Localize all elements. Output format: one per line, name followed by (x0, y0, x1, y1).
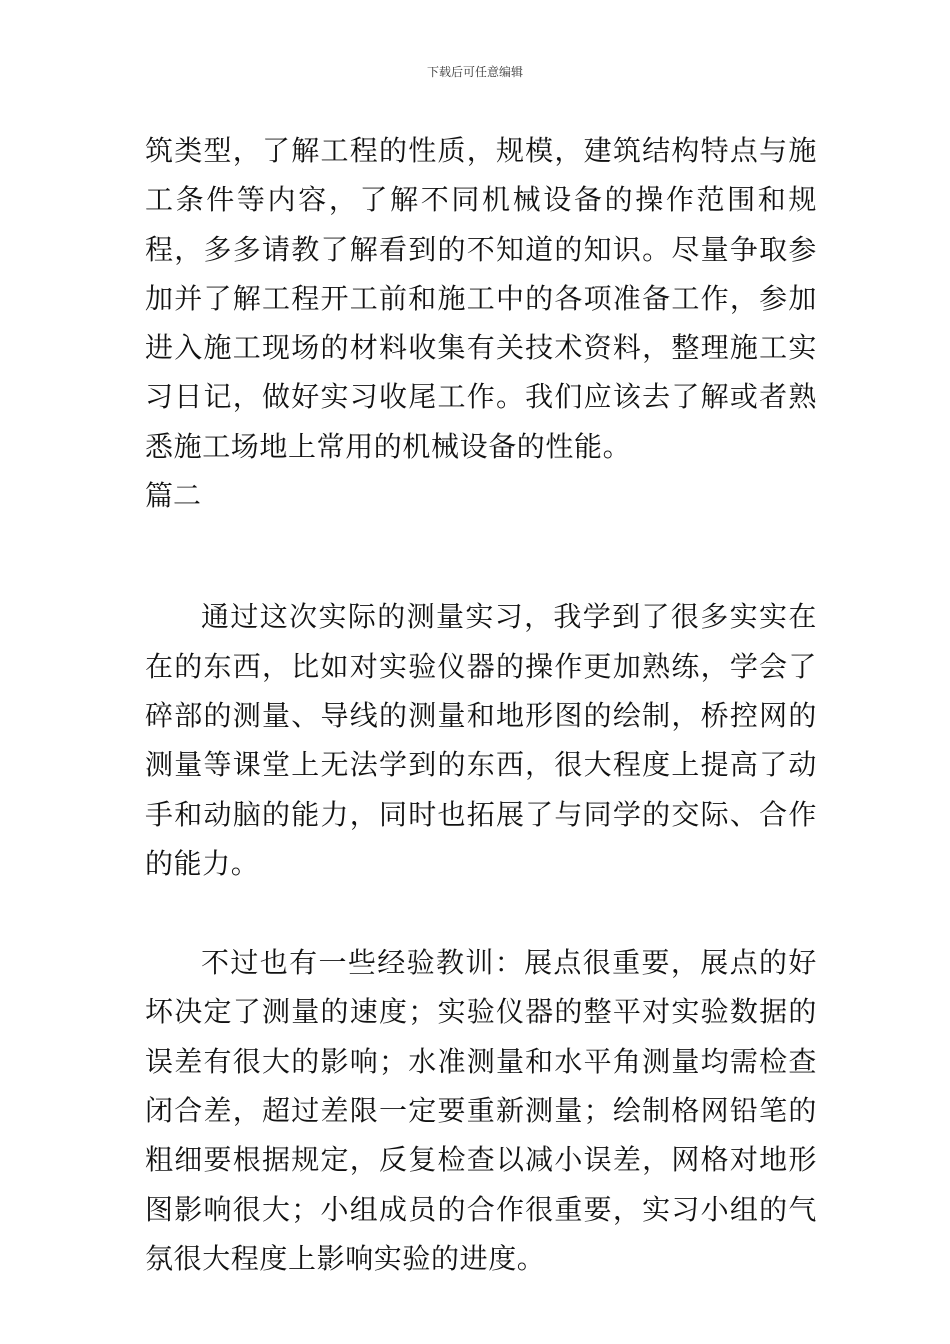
paragraph-survey-practice: 通过这次实际的测量实习，我学到了很多实实在在的东西，比如对实验仪器的操作更加熟练，学会了碎部的测量、导线的测量和地形图的绘制，桥控网的测量等课堂上无法学到的东西，很大程度上提高了动手和动脑的能力，同时也拓展了与同学的交际、合作的能力。 (145, 600, 817, 880)
page-header-note: 下载后可任意编辑 (426, 65, 523, 79)
spacer (145, 520, 817, 592)
paragraph-construction-practice: 筑类型，了解工程的性质，规模，建筑结构特点与施工条件等内容，了解不同机械设备的操作范围和规程，多多请教了解看到的不知道的知识。尽量争取参加并了解工程开工前和施工中的各项准备工作，参加进入施工现场的材料收集有关技术资料，整理施工实习日记，做好实习收尾工作。我们应该去了解或者熟悉施工场地上常用的机械设备的性能。 (145, 134, 817, 463)
section-heading: 篇二 (145, 479, 202, 513)
document-body (145, 126, 817, 1283)
paragraph-lessons-learned: 不过也有一些经验教训：展点很重要，展点的好坏决定了测量的速度；实验仪器的整平对实验数据的误差有很大的影响；水准测量和水平角测量均需检查闭合差，超过差限一定要重新测量；绘制格网铅笔的粗细要根据规定，反复检查以减小误差，网格对地形图影响很大；小组成员的合作很重要，实习小组的气氛很大程度上影响实验的进度。 (145, 946, 817, 1275)
spacer (145, 888, 817, 938)
